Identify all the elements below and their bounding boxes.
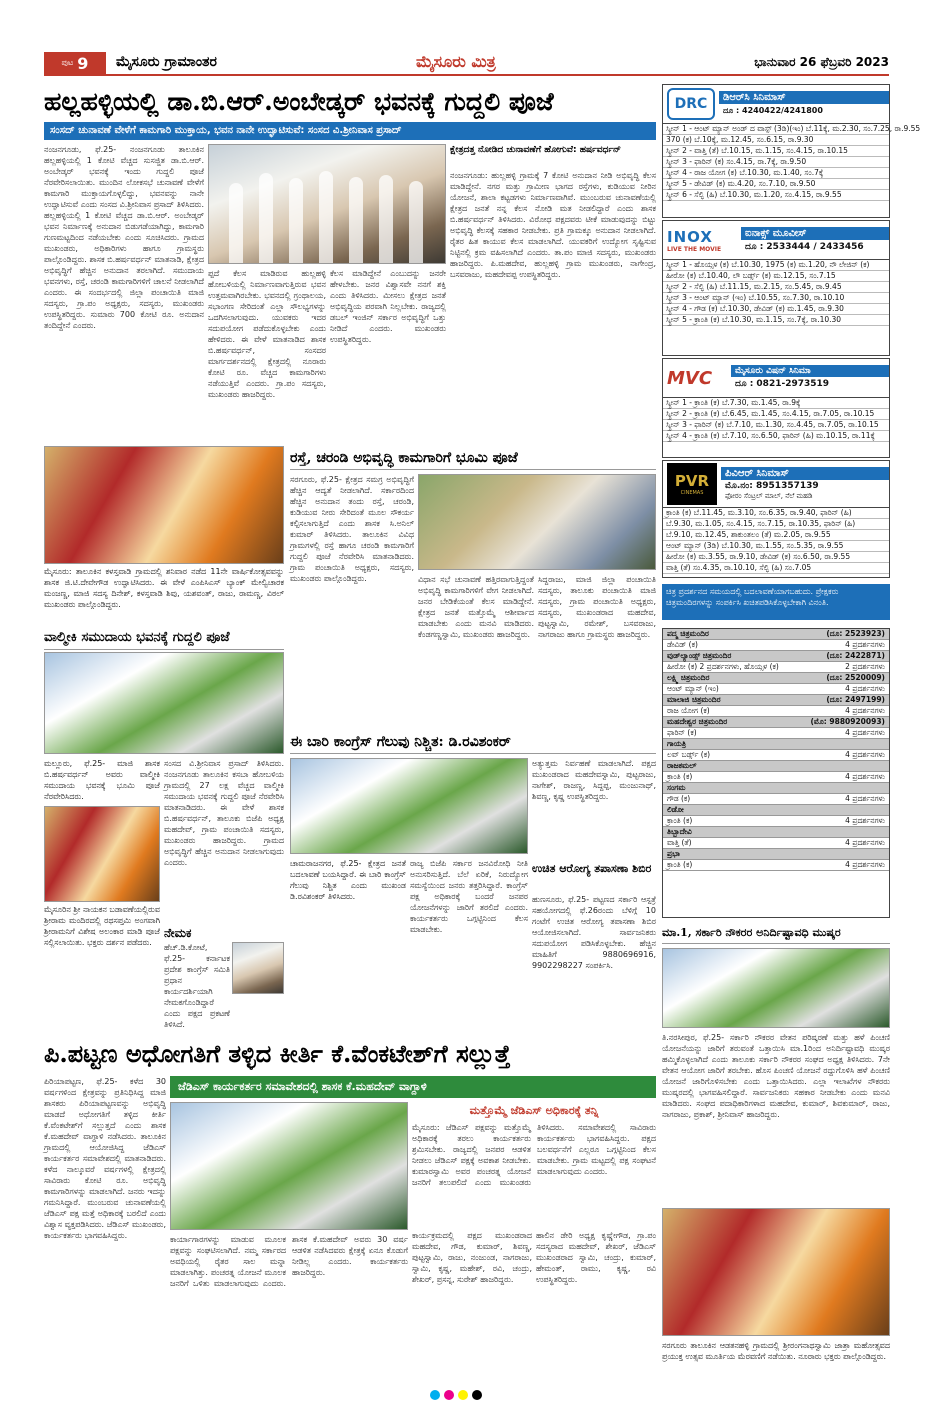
theatre-name-row [663, 783, 889, 794]
mvc-phone: ದೂ : 0821-2973519 [735, 379, 830, 389]
rasthe-headline: ರಸ್ತೆ, ಚರಂಡಿ ಅಭಿವೃದ್ಧಿ ಕಾಮಗಾರಿಗೆ ಭೂಮಿ ಪೂಜೆ [290, 446, 656, 470]
registration-mark-cyan [430, 1390, 440, 1400]
inox-phone: ದೂ : 2533444 / 2433456 [745, 241, 864, 252]
rasthe-col3: ಸಿದ್ದರಾಜು, ಮಾಜಿ ಜಿಲ್ಲಾ ಪಂಚಾಯಿತಿ ಸದಸ್ಯರು, ತಾಲೂಕು ಪಂಚಾಯಿತಿ ಮಾಜಿ ಸದಸ್ಯರು, ಗ್ರಾಮ ಪಂಚಾಯಿತಿ ಅಧ್ಯಕ್ಷರು, ಸದಸ್ಯರು, ಮುಖಂಡರಾದ ಮಹದೇವ, ಪುಟ್ಟಸ್ವಾಮಿ, ರಮೇಶ್, ಬಸವರಾಜು, ನಾಗರಾಜು ಹಾಗೂ ಗ್ರಾಮಸ್ಥರು ಹಾಜರಿದ್ದರು. [538, 575, 656, 639]
theatre-name-row [663, 717, 889, 728]
theatre-show-row [663, 706, 889, 717]
procession-caption: ಸರಗೂರು ತಾಲೂಕಿನ ಆಡತನಹಳ್ಳಿ ಗ್ರಾಮದಲ್ಲಿ ಶ್ರೀರಂಗನಾಥಸ್ವಾಮಿ ಜಾತ್ರಾ ಮಹೋತ್ಸವದ ಪ್ರಯುಕ್ತ ಉತ್ಸವ ಮೂರ್ತಿಯ ಮೆರವಣಿಗೆ ನಡೆಯಿತು. ನೂರಾರು ಭಕ್ತರು ಪಾಲ್ಗೊಂಡಿದ್ದರು. [662, 1341, 890, 1361]
movie-title: ಹೀರೋ (ಕ) 2 ಪ್ರದರ್ಶನಗಳು, ಹೊಯ್ಸಳ (ಕ) [667, 662, 779, 671]
show-count: 4 ಪ್ರದರ್ಶನಗಳು [845, 772, 885, 781]
theatre-name-row [663, 695, 889, 706]
story3-col1: ಪಿರಿಯಾಪಟ್ಟಣ, ಫೆ.25- ಕಳೆದ 30 ವರ್ಷಗಳಿಂದ ಕ್ಷೇತ್ರವನ್ನು ಪ್ರತಿನಿಧಿಸಿದ್ದ ಮಾಜಿ ಶಾಸಕರು ಪಿರಿಯಾಪಟ್ಟಣವನ್ನು ಅಭಿವೃದ್ಧಿ ಮಾಡದೆ ಅಧೋಗತಿಗೆ ತಳ್ಳಿದ ಕೀರ್ತಿ ಕೆ.ವೆಂಕಟೇಶ್‌ಗೆ ಸಲ್ಲುತ್ತದೆ ಎಂದು ಶಾಸಕ ಕೆ.ಮಹದೇವ್ ವಾಗ್ದಾಳಿ ನಡೆಸಿದರು. ತಾಲೂಕಿನ ಗ್ರಾಮದಲ್ಲಿ ಆಯೋಜಿಸಿದ್ದ ಜೆಡಿಎಸ್ ಕಾರ್ಯಕರ್ತರ ಸಮಾವೇಶದಲ್ಲಿ ಮಾತನಾಡಿದರು. ಕಳೆದ ನಾಲ್ಕೂವರೆ ವರ್ಷಗಳಲ್ಲಿ ಕ್ಷೇತ್ರದಲ್ಲಿ ಸಾವಿರಾರು ಕೋಟಿ ರೂ. ಅಭಿವೃದ್ಧಿ ಕಾಮಗಾರಿಗಳನ್ನು ಮಾಡಲಾಗಿದೆ. ಜನರು ಇದನ್ನು ಗಮನಿಸಿದ್ದಾರೆ. ಮುಂಬರುವ ಚುನಾವಣೆಯಲ್ಲಿ ಜೆಡಿಎಸ್ ಪಕ್ಷ ಮತ್ತೆ ಅಧಿಕಾರಕ್ಕೆ ಬರಲಿದೆ ಎಂದು ವಿಶ್ವಾಸ ವ್ಯಕ್ತಪಡಿಸಿದರು. ಜೆಡಿಎಸ್ ಮುಖಂಡರು, ಕಾರ್ಯಕರ್ತರು ಭಾಗವಹಿಸಿದ್ದರು. [44, 1077, 166, 1240]
theatre-phone: (ದೂ: 2422871) [826, 651, 885, 660]
registration-mark-black [472, 1390, 482, 1400]
inox-showtimes [662, 260, 890, 356]
theatre-phone: (ದೂ: 2523923) [826, 629, 885, 638]
theatre-name: ತಿಬ್ಬಾದೇವಿ [667, 827, 692, 836]
masthead: ಮೈಸೂರು ಮಿತ್ರ [416, 52, 496, 71]
mvc-showtime-row: ಸ್ಕ್ರೀನ್ 3 - ಫಾರಿನ್ (ಕ) ಬೆ.7.10, ಮ.1.30, ಸಂ.4.45, ರಾ.7.05, ರಾ.10.15 [663, 420, 889, 431]
story1-subhead: ಸಂಸದ್ ಚುನಾವಣೆ ವೇಳೆಗೆ ಕಾಮಗಾರಿ ಮುಕ್ತಾಯ, ಭವನ ನಾನೇ ಉದ್ಘಾಟಿಸುವೆ: ಸಂಸದ ವಿ.ಶ್ರೀನಿವಾಸ ಪ್ರಸಾದ್ [44, 122, 656, 140]
theatre-name-row [663, 629, 889, 640]
theatre-name: ಲಕ್ಷ್ಮಿ ಚಿತ್ರಮಂದಿರ [667, 673, 710, 682]
drc-name: ಡಿಆರ್‌ಸಿ ಸಿನಿಮಾಸ್ [719, 91, 889, 104]
valmiki-photo [44, 652, 284, 754]
valmiki-headline: ವಾಲ್ಮೀಕಿ ಸಮುದಾಯ ಭವನಕ್ಕೆ ಗುದ್ದಲಿ ಪೂಜೆ [44, 626, 284, 650]
show-count: 4 ಪ್ರದರ್ಶನಗಳು [845, 640, 885, 649]
pvr-showtime-row: ಆಂಟ್ ಮ್ಯಾನ್ (3ಡಿ) ಬೆ.10.30, ಮ.1.55, ಸಂ.5.35, ರಾ.9.55 [663, 541, 889, 552]
pvr-showtime-row: ಬೆ.9.10, ಮ.12.45, ಶಾಕುಂತಲಂ (ತೆ) ಮ.2.05, ರಾ.9.55 [663, 530, 889, 541]
movie-title: ರಾಜ ಯೋಗ (ಕ) [667, 706, 710, 715]
arogya-text: ಹುಣಸೂರು, ಫೆ.25- ಪಟ್ಟಣದ ಸರ್ಕಾರಿ ಆಸ್ಪತ್ರೆ ಸಹಯೋಗದಲ್ಲಿ ಫೆ.26ರಂದು ಬೆಳಿಗ್ಗೆ 10 ಗಂಟೆಗೆ ಉಚಿತ ಆರೋಗ್ಯ ತಪಾಸಣಾ ಶಿಬಿರ ಆಯೋಜಿಸಲಾಗಿದೆ. ಸಾರ್ವಜನಿಕರು ಸದುಪಯೋಗ ಪಡಿಸಿಕೊಳ್ಳಬೇಕು. ಹೆಚ್ಚಿನ ಮಾಹಿತಿಗೆ 9880696916, 9902298227 ಸಂಪರ್ಕಿಸಿ. [532, 895, 656, 970]
drc-showtime-row: ಸ್ಕ್ರೀನ್ 5 - ಡೇವಿಡ್ (ಕ) ಮ.4.20, ಸಂ.7.10, ರಾ.9.50 [663, 179, 889, 190]
theatre-name: ವುಡ್‌ಲ್ಯಾಂಡ್ಸ್ ಚಿತ್ರಮಂದಿರ [667, 651, 732, 660]
story1-headline: ಹಲ್ಲಹಳ್ಳಿಯಲ್ಲಿ ಡಾ.ಬಿ.ಆರ್.ಅಂಬೇಡ್ಕರ್ ಭವನಕ್ಕೆ ಗುದ್ದಲಿ ಪೂಜೆ [44, 87, 554, 116]
inox-tag: LIVE THE MOVIE [667, 245, 722, 253]
story3-col4: ಹಾಲಿನ ಡೇರಿ ಅಧ್ಯಕ್ಷ ಕೃಷ್ಣೇಗೌಡ, ಗ್ರಾ.ಪಂ ಸದಸ್ಯರಾದ ಮಹದೇವ್, ಶೇಖರ್, ಜೆಡಿಎಸ್ ಮುಖಂಡರಾದ ಸ್ವಾಮಿ, ಚಂದ್ರು, ಕುಮಾರ್, ಹೇಮಂತ್, ರಾಮು, ಕೃಷ್ಣ, ರವಿ ಉಪಸ್ಥಿತರಿದ್ದರು. [536, 1231, 656, 1284]
congress-photo [290, 758, 528, 854]
rasthe-col1: ಸರಗೂರು, ಫೆ.25- ಕ್ಷೇತ್ರದ ಸಮಗ್ರ ಅಭಿವೃದ್ಧಿಗೆ ಹೆಚ್ಚಿನ ಆದ್ಯತೆ ನೀಡಲಾಗಿದೆ. ಸರ್ಕಾರದಿಂದ ಹೆಚ್ಚಿನ ಅನುದಾನ ತಂದು ರಸ್ತೆ, ಚರಂಡಿ, ಕುಡಿಯುವ ನೀರು ಸೇರಿದಂತೆ ಮೂಲ ಸೌಕರ್ಯ ಕಲ್ಪಿಸಲಾಗುತ್ತಿದೆ ಎಂದು ಶಾಸಕ ಸಿ.ಅನಿಲ್ ಕುಮಾರ್ ತಿಳಿಸಿದರು. ತಾಲೂಕಿನ ವಿವಿಧ ಗ್ರಾಮಗಳಲ್ಲಿ ರಸ್ತೆ ಹಾಗೂ ಚರಂಡಿ ಕಾಮಗಾರಿಗೆ ಗುದ್ದಲಿ ಪೂಜೆ ನೆರವೇರಿಸಿ ಮಾತನಾಡಿದರು. ಗ್ರಾಮ ಪಂಚಾಯಿತಿ ಅಧ್ಯಕ್ಷರು, ಸದಸ್ಯರು, ಮುಖಂಡರು ಪಾಲ್ಗೊಂಡಿದ್ದರು. [290, 475, 414, 583]
movie-title: ಕ್ರಾಂತಿ (ಕ) [667, 816, 693, 825]
noukarara-body: ತಿ.ನರಸೀಪುರ, ಫೆ.25- ಸರ್ಕಾರಿ ನೌಕರರ ವೇತನ ಪರಿಷ್ಕರಣೆ ಮತ್ತು ಹಳೆ ಪಿಂಚಣಿ ಯೋಜನೆಯನ್ನು ಜಾರಿಗೆ ತರುವಂತೆ ಒತ್ತಾಯಿಸಿ ಮಾ.1ರಿಂದ ಅನಿರ್ದಿಷ್ಟಾವಧಿ ಮುಷ್ಕರ ಹಮ್ಮಿಕೊಳ್ಳಲಾಗಿದೆ ಎಂದು ತಾಲೂಕು ಸರ್ಕಾರಿ ನೌಕರರ ಸಂಘದ ಅಧ್ಯಕ್ಷ ತಿಳಿಸಿದರು. 7ನೇ ವೇತನ ಆಯೋಗ ಜಾರಿಗೆ ತರಬೇಕು. ಹೊಸ ಪಿಂಚಣಿ ಯೋಜನೆ ರದ್ದುಗೊಳಿಸಿ ಹಳೆ ಪಿಂಚಣಿ ಯೋಜನೆ ಜಾರಿಗೊಳಿಸಬೇಕು ಎಂದು ಒತ್ತಾಯಿಸಿದರು. ಎಲ್ಲಾ ಇಲಾಖೆಗಳ ನೌಕರರು ಮುಷ್ಕರದಲ್ಲಿ ಭಾಗವಹಿಸಲಿದ್ದಾರೆ. ಸಾರ್ವಜನಿಕರು ಸಹಕಾರ ನೀಡಬೇಕು ಎಂದು ಮನವಿ ಮಾಡಿದರು. ಸಂಘದ ಪದಾಧಿಕಾರಿಗಳಾದ ಮಹದೇವ, ಕುಮಾರ್, ಶಿವಕುಮಾರ್, ರಾಜು, ನಾಗರಾಜು, ಪ್ರಕಾಶ್, ಶ್ರೀನಿವಾಸ್ ಹಾಜರಿದ್ದರು. [662, 1033, 890, 1119]
drc-showtime-row: 370 (ಕ) ಬೆ.10ಕ್ಕೆ, ಮ.12.45, ಸಂ.6.15, ರಾ.9.30 [663, 135, 889, 146]
story3-subhead: ಜೆಡಿಎಸ್ ಕಾರ್ಯಕರ್ತರ ಸಮಾವೇಶದಲ್ಲಿ ಶಾಸಕ ಕೆ.ಮಹದೇವ್ ವಾಗ್ದಾಳಿ [170, 1076, 656, 1098]
page-header [44, 50, 889, 76]
page-number-box [44, 52, 106, 74]
drc-showtime-row: ಸ್ಕ್ರೀನ್ 1 - ಆಂಟ್ ಮ್ಯಾನ್ ಅಂಡ್ ದ ವಾಸ್ಪ್ (3ಡಿ)(ಇಂ) ಬೆ.11ಕ್ಕೆ, ಮ.2.30, ಸಂ.7.25, ರಾ.9.55 [663, 124, 889, 135]
inox-showtime-row: ಸ್ಕ್ರೀನ್ 2 - ಸೆಲ್ಫಿ (ಹಿ) ಬೆ.11.15, ಮ.2.15, ಸಂ.5.45, ರಾ.9.45 [663, 282, 889, 293]
page-number: 9 [77, 53, 89, 73]
temple-caption: ಮೈಸೂರಿನ ಶ್ರೀ ನಾಯಕನ ಬಡಾವಣೆಯಲ್ಲಿರುವ ಶ್ರೀರಾಮ ಮಂದಿರದಲ್ಲಿ ರಥಸಪ್ತಮಿ ಅಂಗವಾಗಿ ಶ್ರೀರಾಮನಿಗೆ ವಿಶೇಷ ಅಲಂಕಾರ ಮಾಡಿ ಪೂಜೆ ಸಲ್ಲಿಸಲಾಯಿತು. ಭಕ್ತರು ದರ್ಶನ ಪಡೆದರು. [44, 905, 160, 947]
pvr-address: ಫೋರಂ ಸೆಂಟ್ರಲ್ ಮಾಲ್, ನೆಲೆ ಮಹಡಿ [725, 492, 813, 500]
pvr-logo-sub: CINEMAS [680, 490, 704, 496]
mvc-header [662, 358, 890, 398]
theatre-show-row [663, 640, 889, 651]
theatre-name-row [663, 761, 889, 772]
mvc-showtime-row: ಸ್ಕ್ರೀನ್ 4 - ಕ್ರಾಂತಿ (ಕ) ಬೆ.7.10, ಸಂ.6.50, ಫಾರಿನ್ (ಹಿ) ಮ.10.15, ರಾ.11ಕ್ಕೆ [663, 431, 889, 442]
drc-showtime-row: ಸ್ಕ್ರೀನ್ 2 - ವಾತ್ತಿ (ತೆ) ಬೆ.10.15, ಮ.1.15, ಸಂ.4.15, ರಾ.10.15 [663, 146, 889, 157]
theatre-phone: (ಮೊ: 9880920093) [810, 717, 885, 726]
theatre-name: ಪ್ರಭಾ [667, 849, 680, 858]
movie-title: ಆಂಟ್ ಮ್ಯಾನ್ (ಇಂ) [667, 684, 719, 693]
story3-box-head: ಮತ್ತೊಮ್ಮೆ ಜೆಡಿಎಸ್ ಅಧಿಕಾರಕ್ಕೆ ತನ್ನಿ [469, 1104, 599, 1117]
theatre-table [662, 628, 890, 918]
show-count: 4 ಪ್ರದರ್ಶನಗಳು [845, 838, 885, 847]
registration-mark-magenta [444, 1390, 454, 1400]
drc-header [662, 84, 890, 124]
movie-title: ಲವ್ ಬರ್ಡ್ಸ್ (ಕ) [667, 750, 710, 759]
story1-right-text: ನಂಜನಗೂಡು: ಹುಲ್ಲಹಳ್ಳಿ ಗ್ರಾಮಕ್ಕೆ 7 ಕೋಟಿ ಅನುದಾನ ನೀಡಿ ಅಭಿವೃದ್ಧಿ ಕೆಲಸ ಮಾಡಿದ್ದೇನೆ. ನಗರ ಮತ್ತು ಗ್ರಾಮೀಣ ಭಾಗದ ರಸ್ತೆಗಳು, ಕುಡಿಯುವ ನೀರಿನ ಯೋಜನೆ, ಶಾಲಾ ಕಟ್ಟಡಗಳು ನಿರ್ಮಾಣವಾಗಿವೆ. ಮುಂಬರುವ ಚುನಾವಣೆಯಲ್ಲಿ ಕ್ಷೇತ್ರದ ಜನತೆ ನನ್ನ ಕೆಲಸ ನೋಡಿ ಮತ ನೀಡಲಿದ್ದಾರೆ ಎಂದು ಶಾಸಕ ಬಿ.ಹರ್ಷವರ್ಧನ್ ತಿಳಿಸಿದರು. ವಿರೋಧ ಪಕ್ಷದವರು ಟೀಕೆ ಮಾಡುವುದನ್ನು ಬಿಟ್ಟು ಅಭಿವೃದ್ಧಿ ಕೆಲಸಕ್ಕೆ ಸಹಕಾರ ನೀಡಬೇಕು. ಪ್ರತಿ ಗ್ರಾಮಕ್ಕೂ ಅನುದಾನ ನೀಡಲಾಗಿದೆ. ರೈತರ ಹಿತ ಕಾಯುವ ಕೆಲಸ ಮಾಡಲಾಗಿದೆ. ಯುವಕರಿಗೆ ಉದ್ಯೋಗ ಸೃಷ್ಟಿಸುವ ನಿಟ್ಟಿನಲ್ಲಿ ಕ್ರಮ ವಹಿಸಲಾಗಿದೆ ಎಂದರು. ತಾ.ಪಂ ಮಾಜಿ ಸದಸ್ಯರು, ಮುಖಂಡರು ಹಾಜರಿದ್ದರು. ಪಿ.ಮಹದೇವ, ಹುಲ್ಲಹಳ್ಳಿ ಗ್ರಾಮ ಮುಖಂಡರು, ನಾಗೇಂದ್ರ, ಬಸವರಾಜು, ಮಹದೇವಪ್ಪ ಉಪಸ್ಥಿತರಿದ್ದರು. [450, 171, 656, 279]
theatre-name: ಪದ್ಮ ಚಿತ್ರಮಂದಿರ [667, 629, 709, 638]
movie-title: ಡೇವಿಡ್ (ಕ) [667, 640, 698, 649]
theatre-phone: (ದೂ: 2497199) [826, 695, 885, 704]
drc-showtimes [662, 124, 921, 218]
movie-title: ಕ್ರಾಂತಿ (ಕ) [667, 772, 693, 781]
mvc-logo: MVC [667, 367, 713, 389]
theatre-name-row [663, 673, 889, 684]
drc-phone: ದೂ : 4240422/4241800 [723, 105, 823, 115]
theatre-name-row [663, 849, 889, 860]
story3-photo [170, 1102, 408, 1230]
congress-col1: ರಾಜ್ಯ ಬಿಜೆಪಿ ಸರ್ಕಾರ ಜನವಿರೋಧಿ ನೀತಿ ಅನುಸರಿಸುತ್ತಿದೆ. ಬೆಲೆ ಏರಿಕೆ, ನಿರುದ್ಯೋಗ ಸಮಸ್ಯೆಯಿಂದ ಜನರು ತತ್ತರಿಸಿದ್ದಾರೆ. ಕಾಂಗ್ರೆಸ್ ಪಕ್ಷ ಅಧಿಕಾರಕ್ಕೆ ಬಂದರೆ ಜನಪರ ಯೋಜನೆಗಳನ್ನು ಜಾರಿಗೆ ತರಲಿದೆ ಎಂದರು. ಕಾರ್ಯಕರ್ತರು ಒಗ್ಗಟ್ಟಿನಿಂದ ಕೆಲಸ ಮಾಡಬೇಕು. [410, 859, 528, 934]
registration-mark-yellow [458, 1390, 468, 1400]
inox-logo: INOX [667, 227, 713, 246]
story1-col4: ಕೆಲಸ ಮಾಡಿದ್ದೇನೆ ಎಂಬುದನ್ನು ಜನರೇ ಹೇಳಬೇಕು. ಜನರ ವಿಶ್ವಾಸವೇ ನನಗೆ ಶಕ್ತಿ ಎಂದು ತಿಳಿಸಿದರು. ಮೀಸಲು ಕ್ಷೇತ್ರದ ಜನತೆ ಅಭಿವೃದ್ಧಿಯ ಪರವಾಗಿ ನಿಲ್ಲಬೇಕು. ರಾಜ್ಯದಲ್ಲಿ ಡಬಲ್ ಇಂಜಿನ್ ಸರ್ಕಾರ ಅಭಿವೃದ್ಧಿಗೆ ಒತ್ತು ನೀಡಿದೆ ಎಂದರು. ಮುಖಂಡರು ಉಪಸ್ಥಿತರಿದ್ದರು. [330, 269, 446, 344]
theatre-name: ಮಹದೇಶ್ವರ ಚಿತ್ರಮಂದಿರ [667, 717, 728, 726]
pvr-showtimes [662, 508, 890, 578]
theatre-show-row [663, 794, 889, 805]
pvr-phone: ಮೊ.ನಂ: 8951357139 [725, 481, 819, 491]
theatre-show-row [663, 838, 889, 849]
mvc-showtimes [662, 398, 890, 458]
show-count: 4 ಪ್ರದರ್ಶನಗಳು [845, 728, 885, 737]
theatre-show-row [663, 816, 889, 827]
theatre-show-row [663, 860, 889, 871]
show-count: 4 ಪ್ರದರ್ಶನಗಳು [845, 684, 885, 693]
drc-showtime-row: ಸ್ಕ್ರೀನ್ 6 - ಸೆಲ್ಫಿ (ಹಿ) ಬೆ.10.30, ಮ.1.20, ಸಂ.4.15, ರಾ.9.55 [663, 190, 889, 201]
story1-photo [208, 144, 446, 264]
mvc-showtime-row: ಸ್ಕ್ರೀನ್ 1 - ಕ್ರಾಂತಿ (ಕ) ಬೆ.7.30, ಮ.1.45, ರಾ.9ಕ್ಕೆ [663, 398, 889, 409]
inox-showtime-row: ಸ್ಕ್ರೀನ್ 1 - ಹೊಯ್ಸಳ (ಕ) ಬೆ.10.30, 1975 (ಕ) ಮ.1.20, ನೌ ಲೇಜಿನ್ (ಕ) [663, 260, 889, 271]
story1-right-subhead: ಕ್ಷೇತ್ರದತ್ತ ನೋಡಿದ ಚುನಾವಣೆಗೆ ಹೋಗುವೆ: ಹರ್ಷವರ್ಧನ್ [450, 145, 621, 155]
theatre-name: ಗಾಯತ್ರಿ [667, 739, 687, 748]
temple-photo [44, 806, 160, 902]
kalasthavadi-photo [44, 446, 284, 564]
rasthe-col2: ವಿಧಾನ ಸಭೆ ಚುನಾವಣೆ ಹತ್ತಿರವಾಗುತ್ತಿದ್ದಂತೆ ಅಭಿವೃದ್ಧಿ ಕಾಮಗಾರಿಗಳಿಗೆ ವೇಗ ನೀಡಲಾಗಿದೆ. ಜನರ ಬೇಡಿಕೆಯಂತೆ ಕೆಲಸ ಮಾಡಿದ್ದೇನೆ. ಕ್ಷೇತ್ರದ ಜನತೆ ಮತ್ತೊಮ್ಮೆ ಆಶೀರ್ವಾದ ಮಾಡಬೇಕು ಎಂದು ಮನವಿ ಮಾಡಿದರು. ಕೆಂಡಗಣ್ಣಸ್ವಾಮಿ, ಮುಖಂಡರು ಹಾಜರಿದ್ದರು. [418, 575, 534, 639]
noukarara-photo [662, 948, 890, 1028]
theatre-name-row [663, 805, 889, 816]
theatre-name: ಲಿಡೋ [667, 805, 684, 814]
mvc-name: ಮೈಸೂರು ವಿಷನ್ ಸಿನಿಮಾ [731, 365, 889, 377]
pvr-header [662, 460, 890, 508]
drc-showtime-row: ಸ್ಕ್ರೀನ್ 4 - ರಾಜ ಯೋಗ (ಕ) ಬೆ.10.30, ಮ.1.40, ಸಂ.7ಕ್ಕೆ [663, 168, 889, 179]
movie-title: ಫಾರಿನ್ (ಕ) [667, 728, 697, 737]
valmiki-caption: ಮಲ್ಲೂರು, ಫೆ.25- ಮಾಜಿ ಶಾಸಕ ಬಿ.ಹರ್ಷವರ್ಧನ್ ಅವರು ವಾಲ್ಮೀಕಿ ಸಮುದಾಯ ಭವನಕ್ಕೆ ಭೂಮಿ ಪೂಜೆ ನೆರವೇರಿಸಿದರು. [44, 759, 160, 801]
story3-box: ಮೈಸೂರು: ಜೆಡಿಎಸ್ ಪಕ್ಷವನ್ನು ಮತ್ತೊಮ್ಮೆ ಅಧಿಕಾರಕ್ಕೆ ತರಲು ಕಾರ್ಯಕರ್ತರು ಶ್ರಮಿಸಬೇಕು. ರಾಜ್ಯದಲ್ಲಿ ಜನಪರ ಆಡಳಿತ ನೀಡಲು ಜೆಡಿಎಸ್ ಪಕ್ಷಕ್ಕೆ ಅವಕಾಶ ನೀಡಬೇಕು. ಕುಮಾರಸ್ವಾಮಿ ಅವರ ಪಂಚರತ್ನ ಯೋಜನೆ ಜನರಿಗೆ ತಲುಪಲಿದೆ ಎಂದು ಮುಖಂಡರು ತಿಳಿಸಿದರು. ಸಮಾವೇಶದಲ್ಲಿ ಸಾವಿರಾರು ಕಾರ್ಯಕರ್ತರು ಭಾಗವಹಿಸಿದ್ದರು. ಪಕ್ಷದ ಬಲವರ್ಧನೆಗೆ ಎಲ್ಲರೂ ಒಗ್ಗಟ್ಟಿನಿಂದ ಕೆಲಸ ಮಾಡಬೇಕು. ಗ್ರಾಮ ಮಟ್ಟದಲ್ಲಿ ಪಕ್ಷ ಸಂಘಟನೆ ಮಾಡಲಾಗುವುದು ಎಂದರು. [412, 1123, 656, 1187]
story1-col3: ಪ್ಪದೆ ಕೆಲಸ ಮಾಡಿರುವ ಹುಲ್ಲಹಳ್ಳಿ ಹೋಬಳಿಯಲ್ಲಿ ನಿರ್ಮಾಣವಾಗುತ್ತಿರುವ ಭವನ ಉತ್ತಮವಾಗಿರಬೇಕು. ಭವನದಲ್ಲಿ ಗ್ರಂಥಾಲಯ, ಸಭಾಂಗಣ ಸೇರಿದಂತೆ ಎಲ್ಲಾ ಸೌಲಭ್ಯಗಳನ್ನು ಒದಗಿಸಲಾಗುವುದು. ಯುವಕರು ಇದರ ಸದುಪಯೋಗ ಪಡೆದುಕೊಳ್ಳಬೇಕು ಎಂದು ಹೇಳಿದರು. ಈ ವೇಳೆ ಮಾತನಾಡಿದ ಶಾಸಕ ಬಿ.ಹರ್ಷವರ್ಧನ್, ಸಂಸದರ ಮಾರ್ಗದರ್ಶನದಲ್ಲಿ ಕ್ಷೇತ್ರದಲ್ಲಿ ನೂರಾರು ಕೋಟಿ ರೂ. ವೆಚ್ಚದ ಕಾಮಗಾರಿಗಳು ನಡೆಯುತ್ತಿವೆ ಎಂದರು. ಗ್ರಾ.ಪಂ ಸದಸ್ಯರು, ಮುಖಂಡರು ಹಾಜರಿದ್ದರು. [208, 269, 326, 399]
theatre-show-row [663, 750, 889, 761]
page-label: ಪುಟ [61, 58, 74, 67]
nemaka-headline: ನೇಮಕ [164, 926, 192, 940]
show-count: 4 ಪ್ರದರ್ಶನಗಳು [845, 706, 885, 715]
inox-header [662, 220, 890, 260]
inox-showtime-row: ಹೀರೋ (ಕ) ಬೆ.10.40, ಲೌ ಬರ್ಡ್ಸ್ (ಕ) ಮ.12.15, ಸಂ.7.15 [663, 271, 889, 282]
story3-col2: ಕಾರ್ಯಾಗಾರಗಳನ್ನು ಮಾಡುವ ಮೂಲಕ ಪಕ್ಷವನ್ನು ಸಂಘಟಿಸಲಾಗಿದೆ. ನಮ್ಮ ಸರ್ಕಾರದ ಅವಧಿಯಲ್ಲಿ ರೈತರ ಸಾಲ ಮನ್ನಾ ಮಾಡಲಾಗಿತ್ತು. ಪಂಚರತ್ನ ಯೋಜನೆ ಮೂಲಕ ಜನರಿಗೆ ಒಳಿತು ಮಾಡಲಾಗುವುದು ಎಂದರು. ಶಾಸಕ ಕೆ.ಮಹದೇವ್ ಅವರು 30 ವರ್ಷ ಆಡಳಿತ ನಡೆಸಿದವರು ಕ್ಷೇತ್ರಕ್ಕೆ ಏನೂ ಕೊಡುಗೆ ನೀಡಿಲ್ಲ ಎಂದರು. ಕಾರ್ಯಕರ್ತರು ಹಾಜರಿದ್ದರು. [170, 1235, 408, 1288]
pvr-showtime-row: ವಾತ್ತಿ (ತೆ) ಸಂ.4.35, ರಾ.10.10, ಸೆಲ್ಫಿ (ಹಿ) ಸಂ.7.05 [663, 563, 889, 574]
theatre-name: ಮಾಲಾಜಿ ಚಿತ್ರಮಂದಿರ [667, 695, 721, 704]
congress-headline: ಈ ಬಾರಿ ಕಾಂಗ್ರೆಸ್ ಗೆಲುವು ನಿಶ್ಚಿತ: ಡಿ.ರವಿಶಂಕರ್ [290, 730, 656, 754]
show-count: 4 ಪ್ರದರ್ಶನಗಳು [845, 816, 885, 825]
drc-logo: DRC [667, 88, 715, 120]
pvr-showtime-row: ಹೀರೋ (ಕ) ಮ.3.55, ರಾ.9.10, ಡೇವಿಡ್ (ಕ) ಸಂ.6.50, ರಾ.9.55 [663, 552, 889, 563]
story3-headline: ಪಿ.ಪಟ್ಟಣ ಅಧೋಗತಿಗೆ ತಳ್ಳಿದ ಕೀರ್ತಿ ಕೆ.ವೆಂಕಟೇಶ್‌ಗೆ ಸಲ್ಲುತ್ತೆ [44, 1039, 511, 1068]
procession-photo [662, 1208, 890, 1336]
theatre-phone: (ದೂ: 2520009) [826, 673, 885, 682]
nemaka-photo [232, 942, 284, 994]
drc-showtime-row: ಸ್ಕ್ರೀನ್ 3 - ಫಾರಿನ್ (ಕ) ಸಂ.4.15, ರಾ.7ಕ್ಕೆ, ರಾ.9.50 [663, 157, 889, 168]
congress-caption: ಚಾಮರಾಜನಗರ, ಫೆ.25- ಕ್ಷೇತ್ರದ ಜನತೆ ಬದಲಾವಣೆ ಬಯಸಿದ್ದಾರೆ. ಈ ಬಾರಿ ಕಾಂಗ್ರೆಸ್ ಗೆಲುವು ನಿಶ್ಚಿತ ಎಂದು ಮುಖಂಡ ಡಿ.ರವಿಶಂಕರ್ ತಿಳಿಸಿದರು. [290, 859, 406, 901]
pvr-name: ಪಿವಿಆರ್ ಸಿನಿಮಾಸ್ [721, 467, 889, 480]
theatre-show-row [663, 772, 889, 783]
showtime-notice: ಚಿತ್ರ ಪ್ರದರ್ಶನದ ಸಮಯದಲ್ಲಿ ಬದಲಾವಣೆಯಾಗಬಹುದು. ಪ್ರೇಕ್ಷಕರು ಚಿತ್ರಮಂದಿರಗಳನ್ನು ಸಂಪರ್ಕಿಸಿ ಖಚಿತಪಡಿಸಿಕೊಳ್ಳಬೇಕಾಗಿ ವಿನಂತಿ. [662, 584, 890, 620]
movie-title: ವಾತ್ತಿ (ತೆ) [667, 838, 692, 847]
noukarara-headline: ಮಾ.1, ಸರ್ಕಾರಿ ನೌಕರರ ಅನಿರ್ದಿಷ್ಟಾವಧಿ ಮುಷ್ಕರ [662, 922, 890, 944]
inox-name: ಐನಾಕ್ಸ್ ಮೂವೀಸ್ [741, 227, 889, 240]
theatre-name-row [663, 827, 889, 838]
movie-title: ಗೌಡ (ಕ) [667, 794, 691, 803]
inox-showtime-row: ಸ್ಕ್ರೀನ್ 5 - ಕ್ರಾಂತಿ (ಕ) ಬೆ.10.30, ಮ.1.15, ಸಂ.7ಕ್ಕೆ, ರಾ.10.30 [663, 315, 889, 326]
pvr-showtime-row: ಬೆ.9.30, ಮ.1.05, ಸಂ.4.15, ಸಂ.7.15, ರಾ.10.35, ಫಾರಿನ್ (ಹಿ) [663, 519, 889, 530]
pvr-logo: PVR [674, 472, 710, 490]
valmiki-text: ಸಂಸದ ವಿ.ಶ್ರೀನಿವಾಸ ಪ್ರಸಾದ್ ತಿಳಿಸಿದರು. ನಂಜನಗೂಡು ತಾಲೂಕಿನ ಕಸಬಾ ಹೋಬಳಿಯ ಗ್ರಾಮದಲ್ಲಿ 27 ಲಕ್ಷ ವೆಚ್ಚದ ವಾಲ್ಮೀಕಿ ಸಮುದಾಯ ಭವನಕ್ಕೆ ಗುದ್ದಲಿ ಪೂಜೆ ನೆರವೇರಿಸಿ ಮಾತನಾಡಿದರು. ಈ ವೇಳೆ ಶಾಸಕ ಬಿ.ಹರ್ಷವರ್ಧನ್, ತಾಲೂಕು ಬಿಜೆಪಿ ಅಧ್ಯಕ್ಷ ಮಹದೇವ್, ಗ್ರಾಮ ಪಂಚಾಯಿತಿ ಸದಸ್ಯರು, ಮುಖಂಡರು ಹಾಜರಿದ್ದರು. ಗ್ರಾಮದ ಅಭಿವೃದ್ಧಿಗೆ ಹೆಚ್ಚಿನ ಅನುದಾನ ನೀಡಲಾಗುವುದು ಎಂದರು. [164, 759, 284, 867]
show-count: 4 ಪ್ರದರ್ಶನಗಳು [845, 860, 885, 869]
pvr-showtime-row: ಕ್ರಾಂತಿ (ಕ) ಬೆ.11.45, ಮ.3.10, ಸಂ.6.35, ರಾ.9.40, ಫಾರಿನ್ (ಹಿ) [663, 508, 889, 519]
congress-col2: ಅತ್ಯುತ್ತಮ ನಿರ್ವಹಣೆ ಮಾಡಲಾಗಿದೆ. ಪಕ್ಷದ ಮುಖಂಡರಾದ ಮಹದೇವಸ್ವಾಮಿ, ಪುಟ್ಟರಾಜು, ನಾಗೇಶ್, ರಾಜಣ್ಣ, ಸಿದ್ದಪ್ಪ, ಮಂಜುನಾಥ್, ಶಿವಣ್ಣ, ಕೃಷ್ಣ ಉಪಸ್ಥಿತರಿದ್ದರು. [532, 759, 656, 801]
show-count: 4 ಪ್ರದರ್ಶನಗಳು [845, 750, 885, 759]
show-count: 4 ಪ್ರದರ್ಶನಗಳು [845, 794, 885, 803]
movie-title: ಕ್ರಾಂತಿ (ಕ) [667, 860, 693, 869]
theatre-name: ಸಂಗಮ [667, 783, 686, 792]
rasthe-photo [418, 474, 656, 570]
inox-showtime-row: ಸ್ಕ್ರೀನ್ 4 - ಗೌಡ (ಕ) ಬೆ.10.30, ಡೇವಿಡ್ (ಕ) ಮ.1.45, ರಾ.9.30 [663, 304, 889, 315]
story3-col3: ಕಾರ್ಯಕ್ರಮದಲ್ಲಿ ಪಕ್ಷದ ಮುಖಂಡರಾದ ಮಹದೇವ, ಗೌಡ, ಕುಮಾರ್, ಶಿವಣ್ಣ, ಪುಟ್ಟಸ್ವಾಮಿ, ರಾಜು, ನಂಜುಂಡ, ನಾಗರಾಜು, ಸ್ವಾಮಿ, ಕೃಷ್ಣ, ಮಹೇಶ್, ರವಿ, ಚಂದ್ರು, ಶೇಖರ್, ಪ್ರಸನ್ನ, ಸುರೇಶ್ ಹಾಜರಿದ್ದರು. [412, 1231, 532, 1284]
story1-col1: ನಂಜನಗೂಡು, ಫೆ.25- ನಂಜನಗೂಡು ತಾಲೂಕಿನ ಹಲ್ಲಹಳ್ಳಿಯಲ್ಲಿ 1 ಕೋಟಿ ವೆಚ್ಚದ ಸುಸಜ್ಜಿತ ಡಾ.ಬಿ.ಆರ್. ಅಂಬೇಡ್ಕರ್ ಭವನಕ್ಕೆ ಇಂದು ಗುದ್ದಲಿ ಪೂಜೆ ನೆರವೇರಿಸಲಾಯಿತು. ಮುಂದಿನ ಲೋಕಸಭೆ ಚುನಾವಣೆ ವೇಳೆಗೆ ಕಾಮಗಾರಿ ಮುಕ್ತಾಯಗೊಳ್ಳಲಿದ್ದು, ಭವನವನ್ನು ನಾನೇ ಉದ್ಘಾಟಿಸುವೆ ಎಂದು ಸಂಸದ ವಿ.ಶ್ರೀನಿವಾಸ ಪ್ರಸಾದ್ ತಿಳಿಸಿದರು. ಹಲ್ಲಹಳ್ಳಿಯಲ್ಲಿ 1 ಕೋಟಿ ವೆಚ್ಚದ ಡಾ.ಬಿ.ಆರ್. ಅಂಬೇಡ್ಕರ್ ಭವನ ನಿರ್ಮಾಣಕ್ಕೆ ಅನುದಾನ ಬಿಡುಗಡೆಯಾಗಿದ್ದು, ಕಾಮಗಾರಿ ಗುಣಮಟ್ಟದಿಂದ ನಡೆಯಬೇಕು ಎಂದು ಸೂಚಿಸಿದರು. ಗ್ರಾಮದ ಮುಖಂಡರು, ಅಧಿಕಾರಿಗಳು ಹಾಗೂ ಗ್ರಾಮಸ್ಥರು ಪಾಲ್ಗೊಂಡಿದ್ದರು. ಶಾಸಕ ಬಿ.ಹರ್ಷವರ್ಧನ್ ಮಾತನಾಡಿ, ಕ್ಷೇತ್ರದ ಅಭಿವೃದ್ಧಿಗೆ ಹೆಚ್ಚಿನ ಅನುದಾನ ತರಲಾಗಿದೆ. ಸಮುದಾಯ ಭವನಗಳು, ರಸ್ತೆ, ಚರಂಡಿ ಕಾಮಗಾರಿಗಳಿಗೆ ಚಾಲನೆ ನೀಡಲಾಗಿದೆ ಎಂದರು. ಈ ಸಂದರ್ಭದಲ್ಲಿ ಜಿಲ್ಲಾ ಪಂಚಾಯಿತಿ ಮಾಜಿ ಸದಸ್ಯರು, ಗ್ರಾ.ಪಂ ಅಧ್ಯಕ್ಷರು, ಸದಸ್ಯರು, ಮುಖಂಡರು ಉಪಸ್ಥಿತರಿದ್ದರು. ಸುಮಾರು 700 ಕೋಟಿ ರೂ. ಅನುದಾನ ತಂದಿದ್ದೇನೆ ಎಂದರು. [44, 145, 204, 330]
kalasthavadi-caption: ಮೈಸೂರು: ತಾಲೂಕಿನ ಕಳಸ್ತವಾಡಿ ಗ್ರಾಮದಲ್ಲಿ ಶನಿವಾರ ನಡೆದ 11ನೇ ವಾರ್ಷಿಕೋತ್ಸವವನ್ನು ಶಾಸಕ ಜಿ.ಟಿ.ದೇವೇಗೌಡ ಉದ್ಘಾಟಿಸಿದರು. ಈ ವೇಳೆ ಎಂಪಿಸಿಎಸ್ ಬ್ಯಾಂಕ್ ಮೇಲ್ವಿಚಾರಕ ಮಂಜಣ್ಣ, ಮಾಜಿ ಸದಸ್ಯ ದಿನೇಶ್, ಕಳಸ್ತವಾಡಿ ಶಿವು, ಯಶವಂತ್, ರಾಜು, ರಾಮಣ್ಣ, ವಿಠಲ್ ಮುಖಂಡರು ಪಾಲ್ಗೊಂಡಿದ್ದರು. [44, 567, 284, 609]
theatre-show-row [663, 662, 889, 673]
theatre-name: ರಾಜಕಮಲ್ [667, 761, 697, 770]
theatre-name-row [663, 739, 889, 750]
inox-showtime-row: ಸ್ಕ್ರೀನ್ 3 - ಆಂಟ್ ಮ್ಯಾನ್ (ಇಂ) ಬೆ.10.55, ಸಂ.7.30, ರಾ.10.10 [663, 293, 889, 304]
mvc-showtime-row: ಸ್ಕ್ರೀನ್ 2 - ಕ್ರಾಂತಿ (ಕ) ಬೆ.6.45, ಮ.1.45, ಸಂ.4.15, ರಾ.7.05, ರಾ.10.15 [663, 409, 889, 420]
arogya-headline: ಉಚಿತ ಆರೋಗ್ಯ ತಪಾಸಣಾ ಶಿಬಿರ [532, 862, 652, 875]
theatre-show-row [663, 684, 889, 695]
theatre-name-row [663, 651, 889, 662]
theatre-show-row [663, 728, 889, 739]
nemaka-text: ಹೆಚ್.ಡಿ.ಕೋಟೆ, ಫೆ.25- ಕರ್ನಾಟಕ ಪ್ರದೇಶ ಕಾಂಗ್ರೆಸ್ ಸಮಿತಿ ಪ್ರಧಾನ ಕಾರ್ಯದರ್ಶಿಯಾಗಿ ನೇಮಕಗೊಂಡಿದ್ದಾರೆ ಎಂದು ಪಕ್ಷದ ಪ್ರಕಟಣೆ ತಿಳಿಸಿದೆ. [164, 943, 230, 1029]
section-title: ಮೈಸೂರು ಗ್ರಾಮಾಂತರ [116, 54, 217, 70]
page-date: ಭಾನುವಾರ 26 ಫೆಬ್ರವರಿ 2023 [754, 55, 889, 69]
show-count: 2 ಪ್ರದರ್ಶನಗಳು [845, 662, 885, 671]
